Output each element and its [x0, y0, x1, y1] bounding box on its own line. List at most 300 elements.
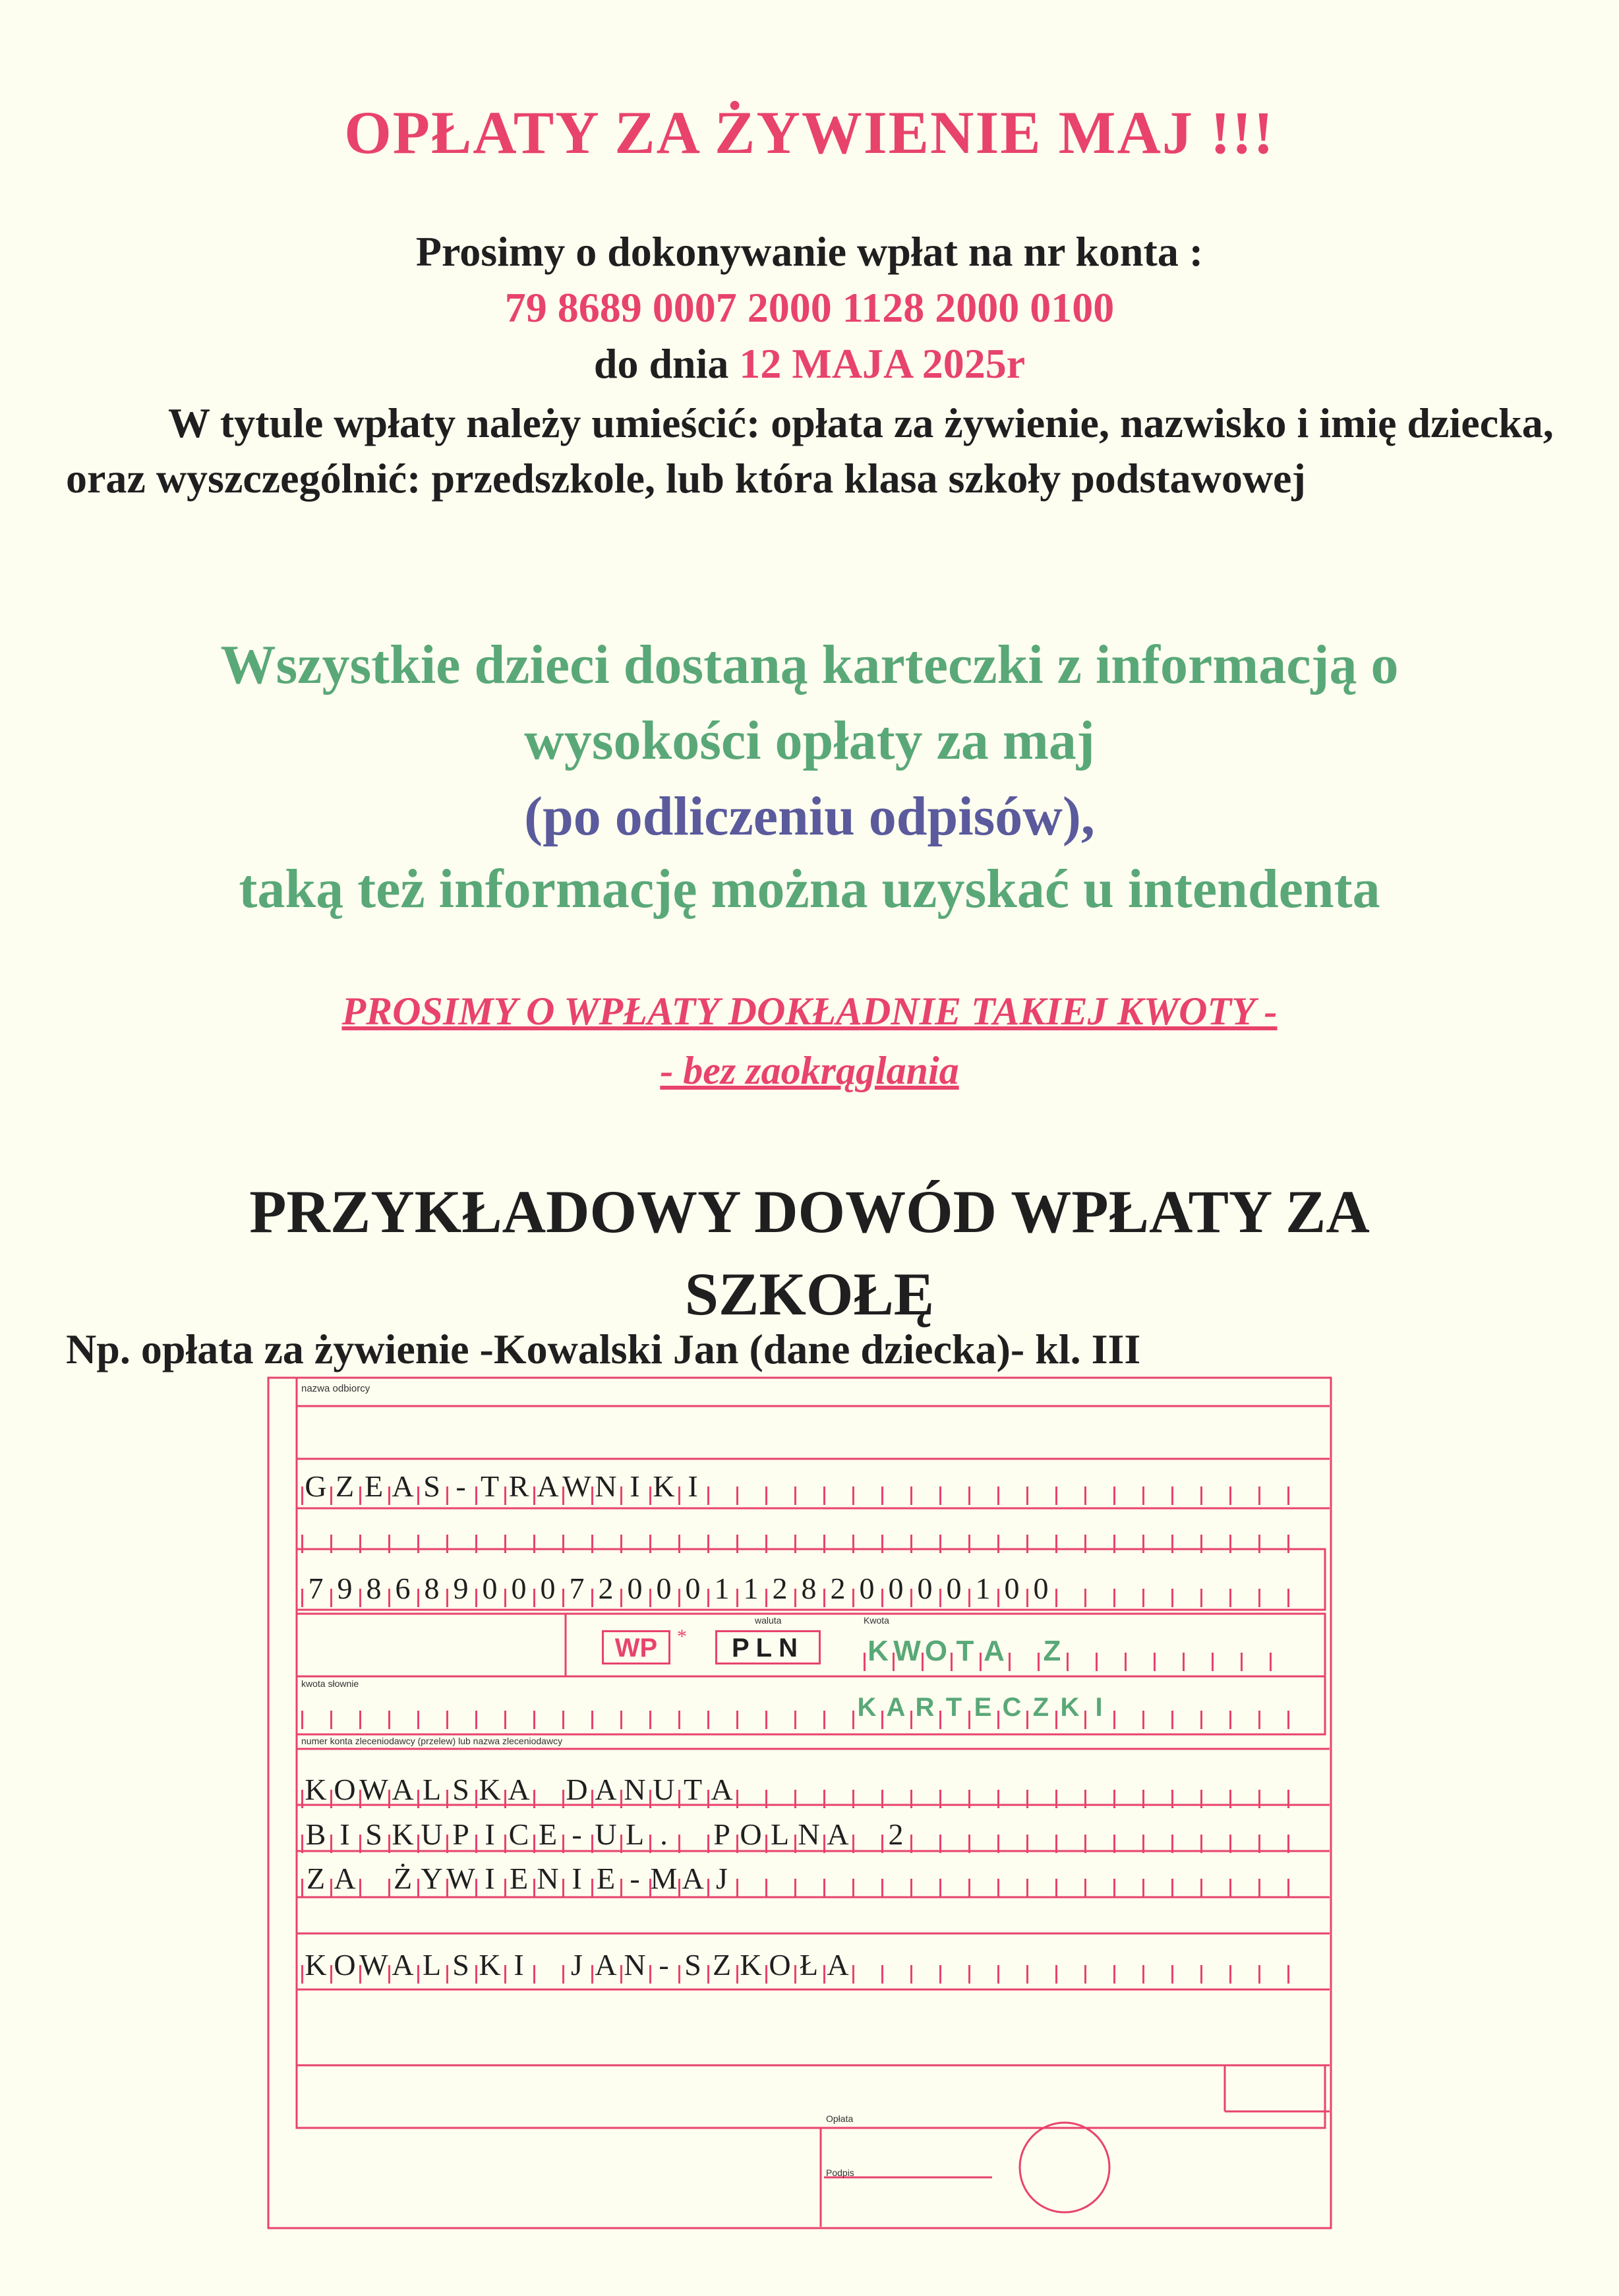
grid-cell [1171, 1790, 1200, 1808]
grid-cell [1026, 1965, 1055, 1984]
grid-char: T [480, 1469, 500, 1503]
grid-char: K [305, 1773, 327, 1806]
grid-cell [707, 1711, 736, 1729]
grid-char: A [392, 1948, 414, 1982]
grid-char: I [339, 1817, 350, 1851]
grid-char: Z [1032, 1693, 1049, 1722]
grid-cell [1113, 1965, 1142, 1984]
warning-line-1: PROSIMY O WPŁATY DOKŁADNIE TAKIEJ KWOTY - [341, 989, 1278, 1033]
grid-cell [910, 1879, 939, 1897]
grid-char: A [682, 1862, 704, 1895]
grid-char: I [514, 1948, 524, 1982]
grid-char: . [660, 1817, 668, 1851]
grid-cell [1241, 1653, 1270, 1671]
grid-cell [1200, 1535, 1229, 1553]
grid-cell [1113, 1790, 1142, 1808]
grid-cell [997, 1535, 1026, 1553]
grid-char: 0 [482, 1572, 498, 1605]
grid-cell [1200, 1790, 1229, 1808]
grid-cell [1287, 1835, 1316, 1853]
grid-char: N [595, 1469, 617, 1503]
warning-line-2: - bez zaokrąglania [660, 1049, 959, 1092]
grid-cell [1055, 1835, 1084, 1853]
grid-char: 0 [917, 1572, 933, 1605]
grid-char: E [538, 1817, 558, 1851]
grid-cell [1142, 1487, 1171, 1505]
grid-cell [1171, 1965, 1200, 1984]
grid-char: L [422, 1773, 442, 1806]
grid-cell [968, 1790, 997, 1808]
grid-cell [1258, 1487, 1287, 1505]
grid-char: S [452, 1948, 469, 1982]
grid-cell [1287, 1965, 1316, 1984]
grid-cell [591, 1711, 620, 1729]
info-line-4: taką też informację można uzyskać u intendenta [239, 858, 1380, 920]
account-number: 79 8689 0007 2000 1128 2000 0100 [504, 284, 1115, 331]
grid-cell [1171, 1711, 1200, 1729]
grid-char: 2 [830, 1572, 846, 1605]
payer-name-value [301, 1772, 736, 1807]
grid-cell [736, 1535, 765, 1553]
grid-cell [1287, 1711, 1316, 1729]
deadline-date: 12 MAJA 2025r [739, 340, 1026, 387]
grid-cell [1171, 1487, 1200, 1505]
grid-cell [707, 1487, 736, 1505]
grid-char: U [421, 1817, 443, 1851]
grid-cell [1171, 1835, 1200, 1853]
grid-cell [1096, 1653, 1125, 1671]
grid-char: U [595, 1817, 617, 1851]
grid-cell [1084, 1965, 1113, 1984]
grid-char: M [650, 1862, 678, 1895]
grid-char: A [984, 1635, 1005, 1667]
grid-char: I [485, 1817, 495, 1851]
grid-cell [1113, 1711, 1142, 1729]
grid-char: A [827, 1817, 849, 1851]
grid-char: K [1060, 1693, 1080, 1722]
grid-cell [736, 1879, 765, 1897]
grid-char: C [1002, 1693, 1022, 1722]
grid-cell [736, 1711, 765, 1729]
grid-char: K [857, 1693, 877, 1722]
grid-cell [707, 1535, 736, 1553]
grid-char: Ł [799, 1948, 819, 1982]
grid-char [1009, 1635, 1038, 1668]
grid-cell [1287, 1879, 1316, 1897]
grid-char: S [423, 1469, 440, 1503]
grid-cell [1055, 1535, 1084, 1553]
label-currency: waluta [755, 1615, 782, 1626]
payment-title-instructions [66, 396, 1556, 506]
grid-cell [910, 1835, 939, 1853]
grid-char: J [716, 1862, 728, 1895]
grid-cell [1142, 1589, 1171, 1607]
grid-char: W [446, 1862, 475, 1895]
grid-cell [997, 1487, 1026, 1505]
grid-char: Y [421, 1862, 443, 1895]
grid-cell [765, 1487, 794, 1505]
grid-cell [1084, 1535, 1113, 1553]
grid-cell [1171, 1589, 1200, 1607]
grid-cell [968, 1487, 997, 1505]
grid-cell [1287, 1535, 1316, 1553]
grid-char: W [893, 1635, 921, 1667]
grid-cell [997, 1790, 1026, 1808]
grid-cell [1183, 1653, 1212, 1671]
grid-cell [939, 1790, 968, 1808]
grid-char: N [798, 1817, 820, 1851]
grid-cell [1287, 1487, 1316, 1505]
label-recipient: nazwa odbiorcy [301, 1383, 370, 1394]
grid-char: A [508, 1773, 530, 1806]
grid-cell [1200, 1711, 1229, 1729]
grid-cell [330, 1535, 359, 1553]
example-caption: Np. opłata za żywienie -Kowalski Jan (dane dziecka)- kl. III [66, 1326, 1141, 1372]
grid-cell [359, 1711, 388, 1729]
grid-char: O [740, 1817, 762, 1851]
grid-cell [823, 1790, 852, 1808]
grid-cell [968, 1965, 997, 1984]
grid-char: I [630, 1469, 640, 1503]
bottom-box [297, 2065, 1325, 2128]
grid-char: O [334, 1948, 356, 1982]
grid-cell [417, 1535, 446, 1553]
grid-char: T [956, 1635, 974, 1667]
grid-char: A [595, 1948, 617, 1982]
grid-char: A [595, 1773, 617, 1806]
grid-cell [1084, 1487, 1113, 1505]
grid-cell [881, 1487, 910, 1505]
grid-char: S [365, 1817, 382, 1851]
grid-cell [881, 1965, 910, 1984]
grid-char: 1 [743, 1572, 759, 1605]
grid-char: 0 [627, 1572, 643, 1605]
grid-cell [620, 1535, 649, 1553]
grid-char: 0 [946, 1572, 962, 1605]
grid-cell [852, 1790, 881, 1808]
label-payer: numer konta zleceniodawcy (przelew) lub nazwa zleceniodawcy [301, 1736, 563, 1746]
grid-char: R [508, 1469, 529, 1503]
grid-cell [1084, 1589, 1113, 1607]
grid-cell [910, 1965, 939, 1984]
info-line-3: (po odliczeniu odpisów), [524, 786, 1095, 847]
grid-cell [504, 1535, 533, 1553]
grid-cell [794, 1535, 823, 1553]
grid-cell [1258, 1835, 1287, 1853]
grid-char: C [508, 1817, 529, 1851]
grid-cell [1084, 1879, 1113, 1897]
grid-cell [649, 1711, 678, 1729]
grid-cell [301, 1711, 330, 1729]
grid-char: K [479, 1773, 501, 1806]
grid-char: - [572, 1817, 582, 1851]
grid-cell [968, 1879, 997, 1897]
grid-cell [446, 1535, 475, 1553]
grid-cell [1026, 1535, 1055, 1553]
amount-words-value [852, 1693, 1113, 1722]
grid-cell [852, 1535, 881, 1553]
grid-cell [1055, 1790, 1084, 1808]
grid-cell [1229, 1711, 1258, 1729]
grid-char: U [653, 1773, 675, 1806]
grid-cell [1026, 1835, 1055, 1853]
grid-char: O [334, 1773, 356, 1806]
grid-char: 2 [598, 1572, 614, 1605]
grid-cell [1229, 1487, 1258, 1505]
grid-cell [1154, 1653, 1183, 1671]
grid-cell [1229, 1790, 1258, 1808]
grid-cell [446, 1711, 475, 1729]
grid-cell [852, 1487, 881, 1505]
label-amount: Kwota [864, 1615, 889, 1626]
grid-char: 0 [685, 1572, 701, 1605]
grid-cell [1270, 1653, 1299, 1671]
label-amount-words: kwota słownie [301, 1678, 359, 1689]
grid-cell [620, 1711, 649, 1729]
grid-char: N [624, 1948, 646, 1982]
grid-char: K [392, 1817, 414, 1851]
info-line-2: wysokości opłaty za maj [524, 710, 1095, 771]
grid-char: Ż [393, 1862, 413, 1895]
grid-cell [417, 1711, 446, 1729]
grid-char: L [625, 1817, 645, 1851]
grid-cell [1200, 1879, 1229, 1897]
empty-grid [301, 1517, 1316, 1550]
grid-cell [1258, 1535, 1287, 1553]
grid-char [359, 1861, 388, 1896]
deadline-line [0, 339, 1619, 388]
payment-slip [267, 1376, 1335, 2233]
grid-cell [1258, 1790, 1287, 1808]
star-mark: * [677, 1626, 687, 1647]
grid-cell [330, 1711, 359, 1729]
grid-cell [1084, 1790, 1113, 1808]
grid-cell [678, 1535, 707, 1553]
grid-cell [388, 1711, 417, 1729]
grid-char: A [392, 1773, 414, 1806]
grid-char: K [653, 1469, 675, 1503]
grid-char: 9 [453, 1572, 469, 1605]
grid-cell [736, 1790, 765, 1808]
grid-cell [359, 1535, 388, 1553]
account-value [301, 1571, 1055, 1606]
grid-char: I [485, 1862, 495, 1895]
grid-cell [1055, 1879, 1084, 1897]
grid-cell [1113, 1835, 1142, 1853]
grid-cell [1113, 1535, 1142, 1553]
grid-char: L [422, 1948, 442, 1982]
grid-char: A [334, 1862, 356, 1895]
grid-char: P [452, 1817, 469, 1851]
grid-cell [1067, 1653, 1096, 1671]
grid-cell [1287, 1790, 1316, 1808]
grid-cell [765, 1535, 794, 1553]
grid-cell [1026, 1879, 1055, 1897]
grid-char: 8 [366, 1572, 382, 1605]
grid-char: 2 [888, 1817, 904, 1851]
grid-char: 0 [1004, 1572, 1020, 1605]
grid-cell [823, 1535, 852, 1553]
grid-char [533, 1772, 562, 1807]
grid-char: L [770, 1817, 790, 1851]
grid-cell [533, 1711, 562, 1729]
grid-cell [1113, 1879, 1142, 1897]
payment-title-text: W tytule wpłaty należy umieścić: opłata za żywienie, nazwisko i imię dziecka, oraz wyszczególnić: przedszkole, lub która klasa szkoły podstawowej [66, 399, 1554, 502]
grid-cell [1055, 1965, 1084, 1984]
grid-cell [1142, 1535, 1171, 1553]
grid-char: - [630, 1862, 640, 1895]
grid-char: 7 [569, 1572, 585, 1605]
grid-char: W [562, 1469, 591, 1503]
grid-char: I [1095, 1693, 1103, 1722]
grid-cell [881, 1790, 910, 1808]
wp-code: WP [602, 1630, 670, 1664]
grid-cell [852, 1965, 881, 1984]
grid-cell [301, 1535, 330, 1553]
grid-cell [562, 1711, 591, 1729]
grid-char: K [868, 1635, 889, 1667]
grid-cell [591, 1535, 620, 1553]
grid-cell [939, 1487, 968, 1505]
grid-cell [1212, 1653, 1241, 1671]
payer-address-value [301, 1817, 910, 1852]
grid-cell [881, 1535, 910, 1553]
grid-char: A [827, 1948, 849, 1982]
grid-cell [1055, 1487, 1084, 1505]
grid-cell [823, 1879, 852, 1897]
grid-char: A [392, 1469, 414, 1503]
recipient-value [301, 1469, 707, 1504]
grid-cell [1200, 1589, 1229, 1607]
grid-char: N [624, 1773, 646, 1806]
label-signature: Podpis [826, 2167, 854, 2178]
grid-cell [1200, 1965, 1229, 1984]
grid-char: Z [712, 1948, 732, 1982]
grid-char: R [915, 1693, 935, 1722]
grid-char: Z [335, 1469, 355, 1503]
grid-cell [881, 1879, 910, 1897]
grid-char: 1 [975, 1572, 991, 1605]
grid-cell [736, 1487, 765, 1505]
grid-cell [533, 1535, 562, 1553]
grid-cell [968, 1535, 997, 1553]
grid-cell [1229, 1589, 1258, 1607]
grid-char: G [305, 1469, 327, 1503]
grid-char: S [452, 1773, 469, 1806]
grid-cell [1026, 1790, 1055, 1808]
grid-cell [475, 1535, 504, 1553]
grid-cell [475, 1711, 504, 1729]
grid-cell [765, 1879, 794, 1897]
grid-cell [794, 1879, 823, 1897]
grid-cell [910, 1535, 939, 1553]
grid-char: W [359, 1773, 388, 1806]
grid-cell [649, 1535, 678, 1553]
grid-char: E [596, 1862, 616, 1895]
grid-cell [1200, 1835, 1229, 1853]
grid-cell [1229, 1535, 1258, 1553]
grid-cell [1084, 1835, 1113, 1853]
grid-cell [823, 1487, 852, 1505]
grid-char: - [659, 1948, 669, 1982]
grid-char: I [688, 1469, 698, 1503]
grid-char: P [713, 1817, 730, 1851]
example-heading-2: SZKOŁĘ [684, 1260, 935, 1328]
grid-cell [823, 1711, 852, 1729]
grid-cell [1113, 1589, 1142, 1607]
grid-char: O [769, 1948, 791, 1982]
grid-char: T [945, 1693, 962, 1722]
grid-char: J [571, 1948, 583, 1982]
grid-char: Z [1043, 1635, 1061, 1667]
grid-cell [1142, 1790, 1171, 1808]
grid-char: 8 [424, 1572, 440, 1605]
grid-char: 1 [714, 1572, 730, 1605]
amount-words-grid [301, 1693, 1316, 1729]
grid-char: 6 [395, 1572, 411, 1605]
grid-char: S [684, 1948, 701, 1982]
grid-char: K [305, 1948, 327, 1982]
info-line-1: Wszystkie dzieci dostaną karteczki z informacją o [220, 634, 1399, 695]
grid-char: 0 [540, 1572, 556, 1605]
currency-value: PLN [715, 1630, 821, 1664]
grid-char: I [572, 1862, 582, 1895]
grid-char: A [537, 1469, 559, 1503]
grid-cell [939, 1535, 968, 1553]
grid-char: Z [306, 1862, 326, 1895]
grid-char: 7 [308, 1572, 324, 1605]
grid-char: 0 [511, 1572, 527, 1605]
grid-char: 0 [888, 1572, 904, 1605]
grid-cell [910, 1790, 939, 1808]
stamp-circle [1020, 2123, 1109, 2212]
grid-char: B [305, 1817, 326, 1851]
grid-char [852, 1817, 881, 1852]
grid-cell [678, 1711, 707, 1729]
grid-cell [1258, 1589, 1287, 1607]
grid-char: E [364, 1469, 384, 1503]
grid-cell [388, 1535, 417, 1553]
grid-char: D [566, 1773, 588, 1806]
grid-char: T [683, 1773, 703, 1806]
grid-cell [1287, 1589, 1316, 1607]
grid-cell [997, 1835, 1026, 1853]
grid-cell [1026, 1487, 1055, 1505]
grid-cell [794, 1711, 823, 1729]
grid-cell [1125, 1653, 1154, 1671]
grid-cell [1142, 1711, 1171, 1729]
grid-cell [562, 1535, 591, 1553]
example-heading: PRZYKŁADOWY DOWÓD WPŁATY ZA [249, 1178, 1370, 1245]
grid-char: E [974, 1693, 992, 1722]
grid-cell [939, 1879, 968, 1897]
grid-cell [794, 1790, 823, 1808]
label-fee: Opłata [826, 2113, 854, 2124]
grid-cell [852, 1879, 881, 1897]
grid-cell [1229, 1879, 1258, 1897]
grid-cell [794, 1487, 823, 1505]
grid-cell [939, 1835, 968, 1853]
grid-cell [765, 1711, 794, 1729]
grid-char: W [359, 1948, 388, 1982]
grid-char: 9 [337, 1572, 353, 1605]
grid-char [533, 1947, 562, 1982]
grid-cell [1258, 1711, 1287, 1729]
grid-char: 2 [772, 1572, 788, 1605]
grid-cell [504, 1711, 533, 1729]
grid-cell [1200, 1487, 1229, 1505]
grid-cell [1142, 1879, 1171, 1897]
